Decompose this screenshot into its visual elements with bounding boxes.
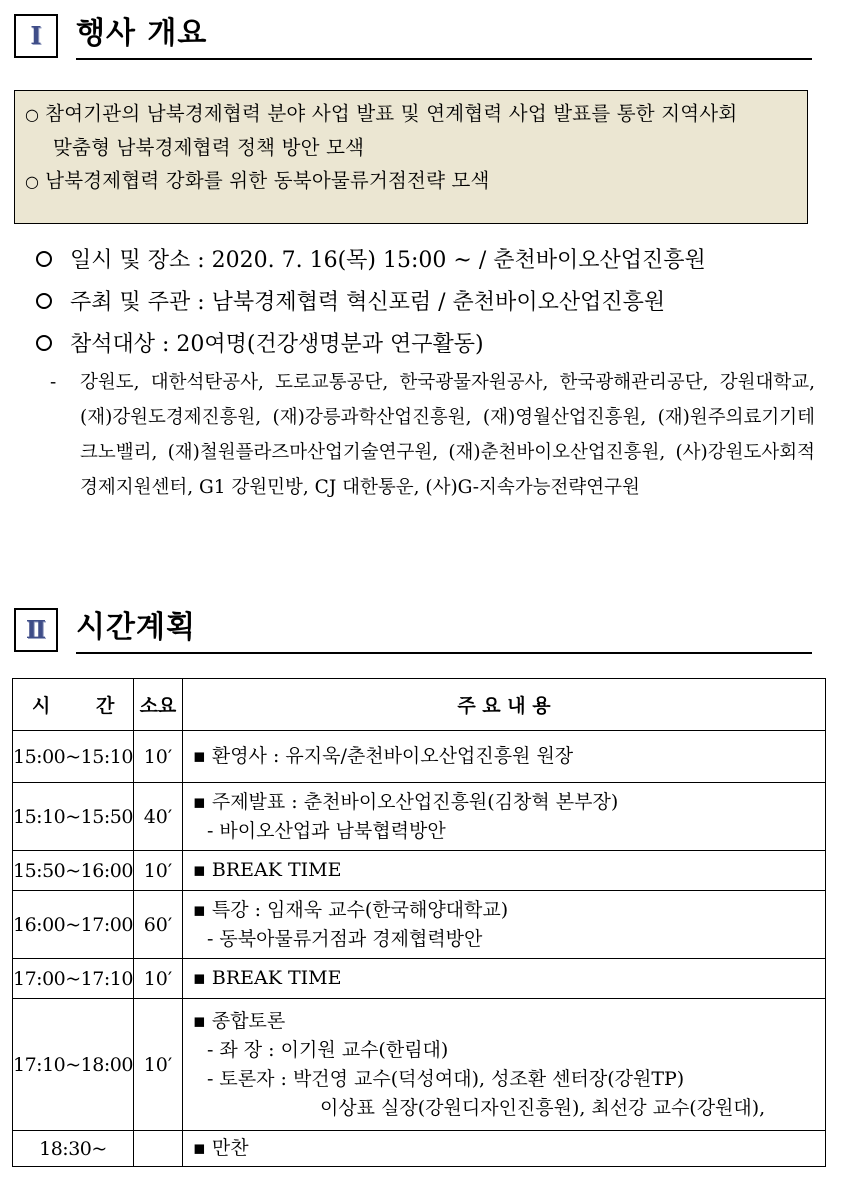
circle-bullet-icon: ○ <box>25 172 40 191</box>
overview-item <box>25 164 797 198</box>
row-duration: 10′ <box>133 731 182 783</box>
content-line: ▪ BREAK TIME <box>192 859 342 881</box>
table-row <box>13 959 826 999</box>
circle-bullet-icon <box>36 335 52 351</box>
table-header-row <box>13 679 826 731</box>
detail-text: 주최 및 주관 : 남북경제협력 혁신포럼 / 춘천바이오산업진흥원 <box>70 290 666 315</box>
detail-attendees <box>36 330 484 360</box>
content-line: ▪ BREAK TIME <box>192 967 342 989</box>
content-line: ▪ 만찬 <box>192 1137 249 1159</box>
section-number-badge: Ⅰ <box>14 14 58 58</box>
overview-item <box>25 97 797 131</box>
overview-text: 남북경제협력 강화를 위한 동북아물류거점전략 모색 <box>45 169 490 192</box>
section-underline <box>76 652 812 654</box>
content-subline: - 바이오산업과 남북협력방안 <box>206 819 446 842</box>
overview-text-continued: 맞춤형 남북경제협력 정책 방안 모색 <box>53 136 365 159</box>
row-content <box>182 1131 825 1167</box>
table-row <box>13 1131 826 1167</box>
content-line: ▪ 주제발표 : 춘천바이오산업진흥원(김창혁 본부장) <box>192 790 619 813</box>
content-subline: - 동북아물류거점과 경제협력방안 <box>206 927 483 950</box>
row-time: 15:10~15:50 <box>13 783 134 851</box>
table-row <box>13 999 826 1131</box>
row-duration: 10′ <box>133 959 182 999</box>
row-content <box>182 783 825 851</box>
circle-bullet-icon <box>36 293 52 309</box>
participants-list <box>50 365 815 505</box>
table-row <box>13 851 826 891</box>
table-row <box>13 783 826 851</box>
header-content: 주 요 내 용 <box>182 679 825 731</box>
row-duration: 10′ <box>133 999 182 1131</box>
row-duration: 10′ <box>133 851 182 891</box>
row-time: 16:00~17:00 <box>13 891 134 959</box>
row-duration: 60′ <box>133 891 182 959</box>
content-line: ▪ 종합토론 <box>192 1009 286 1032</box>
detail-date-place <box>36 246 706 276</box>
detail-host <box>36 288 665 318</box>
circle-bullet-icon <box>36 251 52 267</box>
circle-bullet-icon: ○ <box>25 105 40 124</box>
row-content <box>182 891 825 959</box>
row-time: 17:00~17:10 <box>13 959 134 999</box>
row-time: 17:10~18:00 <box>13 999 134 1131</box>
row-content <box>182 851 825 891</box>
section-header-overview <box>14 12 812 60</box>
schedule-table <box>12 678 826 1167</box>
content-subline: - 토론자 : 박건영 교수(덕성여대), 성조환 센터장(강원TP) <box>206 1067 685 1090</box>
row-content <box>182 731 825 783</box>
overview-box <box>14 90 808 224</box>
header-time: 시 간 <box>13 679 134 731</box>
row-duration <box>133 1131 182 1167</box>
section-header-schedule <box>14 606 812 654</box>
content-line: ▪ 특강 : 임재욱 교수(한국해양대학교) <box>192 898 509 921</box>
section-title: 행사 개요 <box>76 16 208 51</box>
row-time: 18:30~ <box>13 1131 134 1167</box>
table-row <box>13 891 826 959</box>
section-title: 시간계획 <box>76 610 196 645</box>
overview-text: 참여기관의 남북경제협력 분야 사업 발표 및 연계협력 사업 발표를 통한 지역사회 <box>45 102 738 125</box>
content-subline: 이상표 실장(강원디자인진흥원), 최선강 교수(강원대), <box>319 1096 766 1119</box>
detail-text: 참석대상 : 20여명(건강생명분과 연구활동) <box>70 332 484 357</box>
content-subline: - 좌 장 : 이기원 교수(한림대) <box>206 1038 449 1061</box>
row-time: 15:50~16:00 <box>13 851 134 891</box>
table-row <box>13 731 826 783</box>
section-number-badge: Ⅱ <box>14 608 58 652</box>
content-line: ▪ 환영사 : 유지욱/춘천바이오산업진흥원 원장 <box>192 745 574 767</box>
row-content <box>182 999 825 1131</box>
header-duration: 소요 <box>133 679 182 731</box>
row-content <box>182 959 825 999</box>
participants-text: 강원도, 대한석탄공사, 도로교통공단, 한국광물자원공사, 한국광해관리공단, 강원대학교, (재)강원도경제진흥원, (재)강릉과학산업진흥원, (재)영월산업진흥원, (재)원주의료기기테크노밸리, (재)철원플라즈마산업기술연구원, (재)춘천바이오산업진흥원, (사)강원도사회적경제지원센터, G1 강원민방, CJ 대한통운, (사)G-지속가능전략연구원 <box>80 372 815 498</box>
section-underline <box>76 58 812 60</box>
row-duration: 40′ <box>133 783 182 851</box>
detail-text: 일시 및 장소 : 2020. 7. 16(목) 15:00 ~ / 춘천바이오산업진흥원 <box>70 248 706 273</box>
dash-bullet: - <box>50 372 57 393</box>
row-time: 15:00~15:10 <box>13 731 134 783</box>
